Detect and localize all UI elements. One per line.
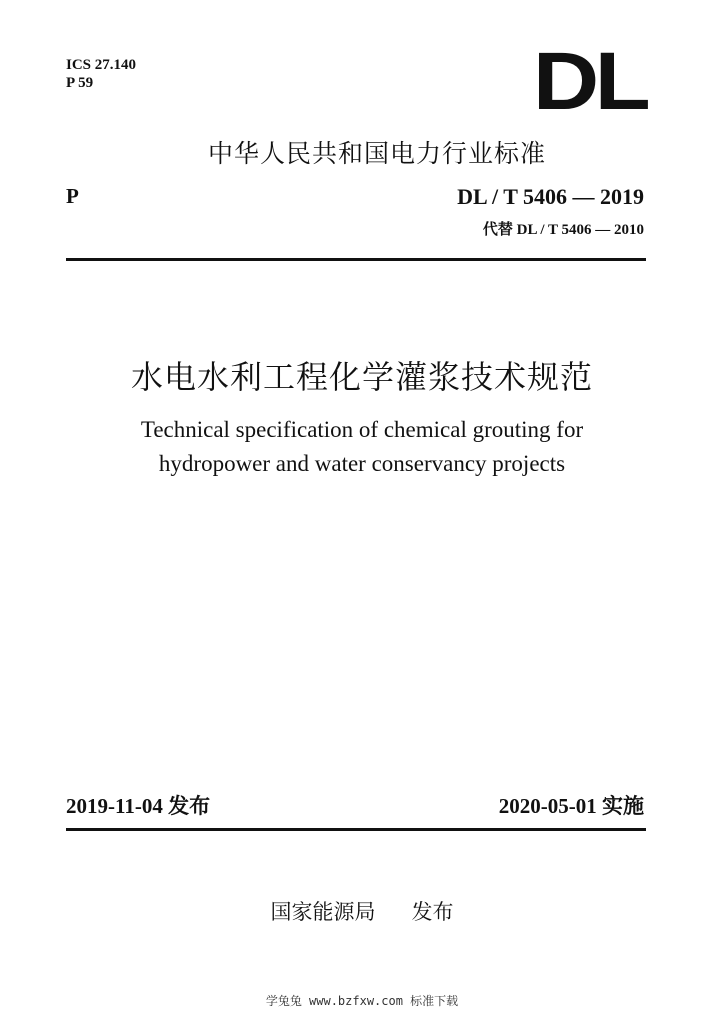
ccs-code: P 59: [66, 75, 94, 91]
replaces-standard: 代替 DL / T 5406 — 2010: [482, 222, 644, 238]
issuer-action: 发布: [411, 900, 454, 924]
footer-watermark: 学兔兔 www.bzfxw.com 标准下载: [265, 994, 459, 1008]
document-title-en: [0, 413, 724, 481]
ics-code: ICS 27.140: [66, 57, 137, 73]
issue-date: 2019-11-04 发布: [66, 794, 211, 818]
implementation-date: 2020-05-01 实施: [498, 794, 644, 818]
top-divider: [66, 258, 646, 261]
category-letter: P: [66, 184, 79, 208]
standard-type-title: 中华人民共和国电力行业标准: [207, 139, 546, 168]
issuer-name: 国家能源局: [270, 900, 376, 924]
document-title-cn: 水电水利工程化学灌浆技术规范: [130, 358, 593, 396]
title-en-line-1: Technical specification of chemical grouting for: [140, 417, 584, 442]
title-en-line-2: hydropower and water conservancy projects: [158, 451, 566, 476]
bottom-divider: [66, 828, 646, 831]
issuer: [0, 896, 724, 926]
classification-codes: [66, 56, 136, 92]
dl-logo: DL: [532, 36, 646, 127]
standard-code: DL / T 5406 — 2019: [457, 184, 644, 209]
